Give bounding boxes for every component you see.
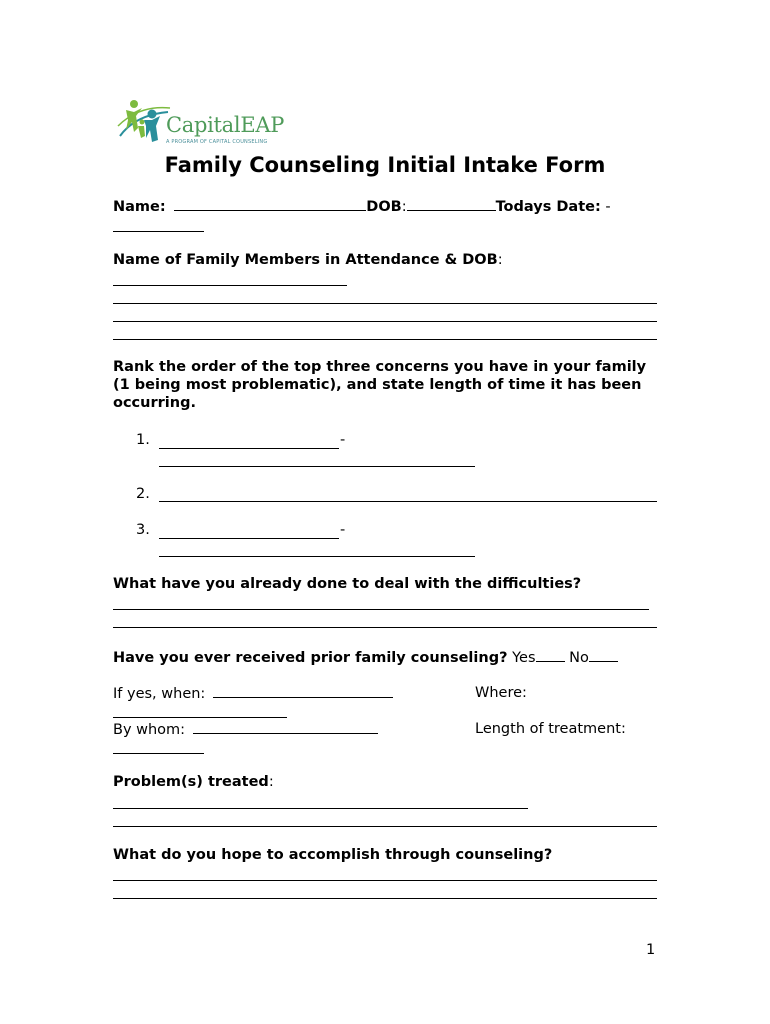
prior-counseling-row [113,648,618,667]
concern-1-number: 1. [136,432,150,448]
family-members-label: Name of Family Members in Attendance & DOB [113,252,498,268]
family-members-line-4[interactable] [113,339,657,340]
name-row [113,197,611,216]
dob-field[interactable] [407,197,496,211]
difficulties-line-1[interactable] [113,609,649,610]
no-label: No [564,650,589,666]
family-members-line-3[interactable] [113,321,657,322]
accomplish-line-2[interactable] [113,898,657,899]
yes-label: Yes [507,650,536,666]
concerns-prompt: Rank the order of the top three concerns you have in your family (1 being most problematic), and state length of time it has been occurring. [113,359,647,411]
problems-treated-line-2[interactable] [113,826,657,827]
by-whom-label: By whom: [113,722,186,738]
accomplish-question: What do you hope to accomplish through counseling? [113,847,553,863]
family-figures-icon [112,96,172,152]
problems-treated-row [113,773,274,791]
page-number: 1 [646,942,656,958]
if-yes-when-field[interactable] [213,684,393,698]
concern-3-duration-field[interactable] [159,556,475,557]
if-yes-when-label: If yes, when: [113,686,206,702]
logo-wordmark: CapitalEAP [166,113,285,137]
todays-date-dash: - [600,199,611,215]
problems-treated-line-1[interactable] [113,808,528,809]
yes-field[interactable] [536,648,565,662]
concern-1-dash: - [340,432,346,448]
concern-3-field[interactable] [159,538,339,539]
by-whom-field[interactable] [193,720,378,734]
where-label: Where: [475,685,527,701]
logo-tagline: A PROGRAM OF CAPITAL COUNSELING [166,139,268,145]
problems-treated-label: Problem(s) treated [113,774,269,790]
length-of-treatment-label: Length of treatment: [475,721,626,737]
difficulties-line-2[interactable] [113,627,657,628]
todays-date-label: Todays Date: [495,199,601,215]
where-field[interactable] [113,717,287,718]
todays-date-field[interactable] [113,231,204,232]
dob-colon: : [401,199,407,215]
concern-2-number: 2. [136,486,150,502]
problems-treated-colon: : [268,774,274,790]
concern-3-number: 3. [136,522,150,538]
name-field[interactable] [174,197,366,211]
difficulties-question: What have you already done to deal with the difficulties? [113,576,582,592]
by-whom-row [113,720,378,739]
no-field[interactable] [589,648,618,662]
concern-1-field[interactable] [159,448,339,449]
concern-2-field[interactable] [159,501,657,502]
length-of-treatment-field[interactable] [113,753,204,754]
accomplish-line-1[interactable] [113,880,657,881]
name-label: Name: [113,199,166,215]
dob-label: DOB [366,199,402,215]
family-members-line-2[interactable] [113,303,657,304]
form-title: Family Counseling Initial Intake Form [164,153,606,177]
if-yes-when-row [113,684,393,703]
family-members-line-1[interactable] [113,285,347,286]
family-members-row [113,251,503,269]
family-members-colon: : [497,252,503,268]
prior-counseling-question: Have you ever received prior family counseling? [113,650,508,666]
concern-3-dash: - [340,522,346,538]
concern-1-duration-field[interactable] [159,466,475,467]
